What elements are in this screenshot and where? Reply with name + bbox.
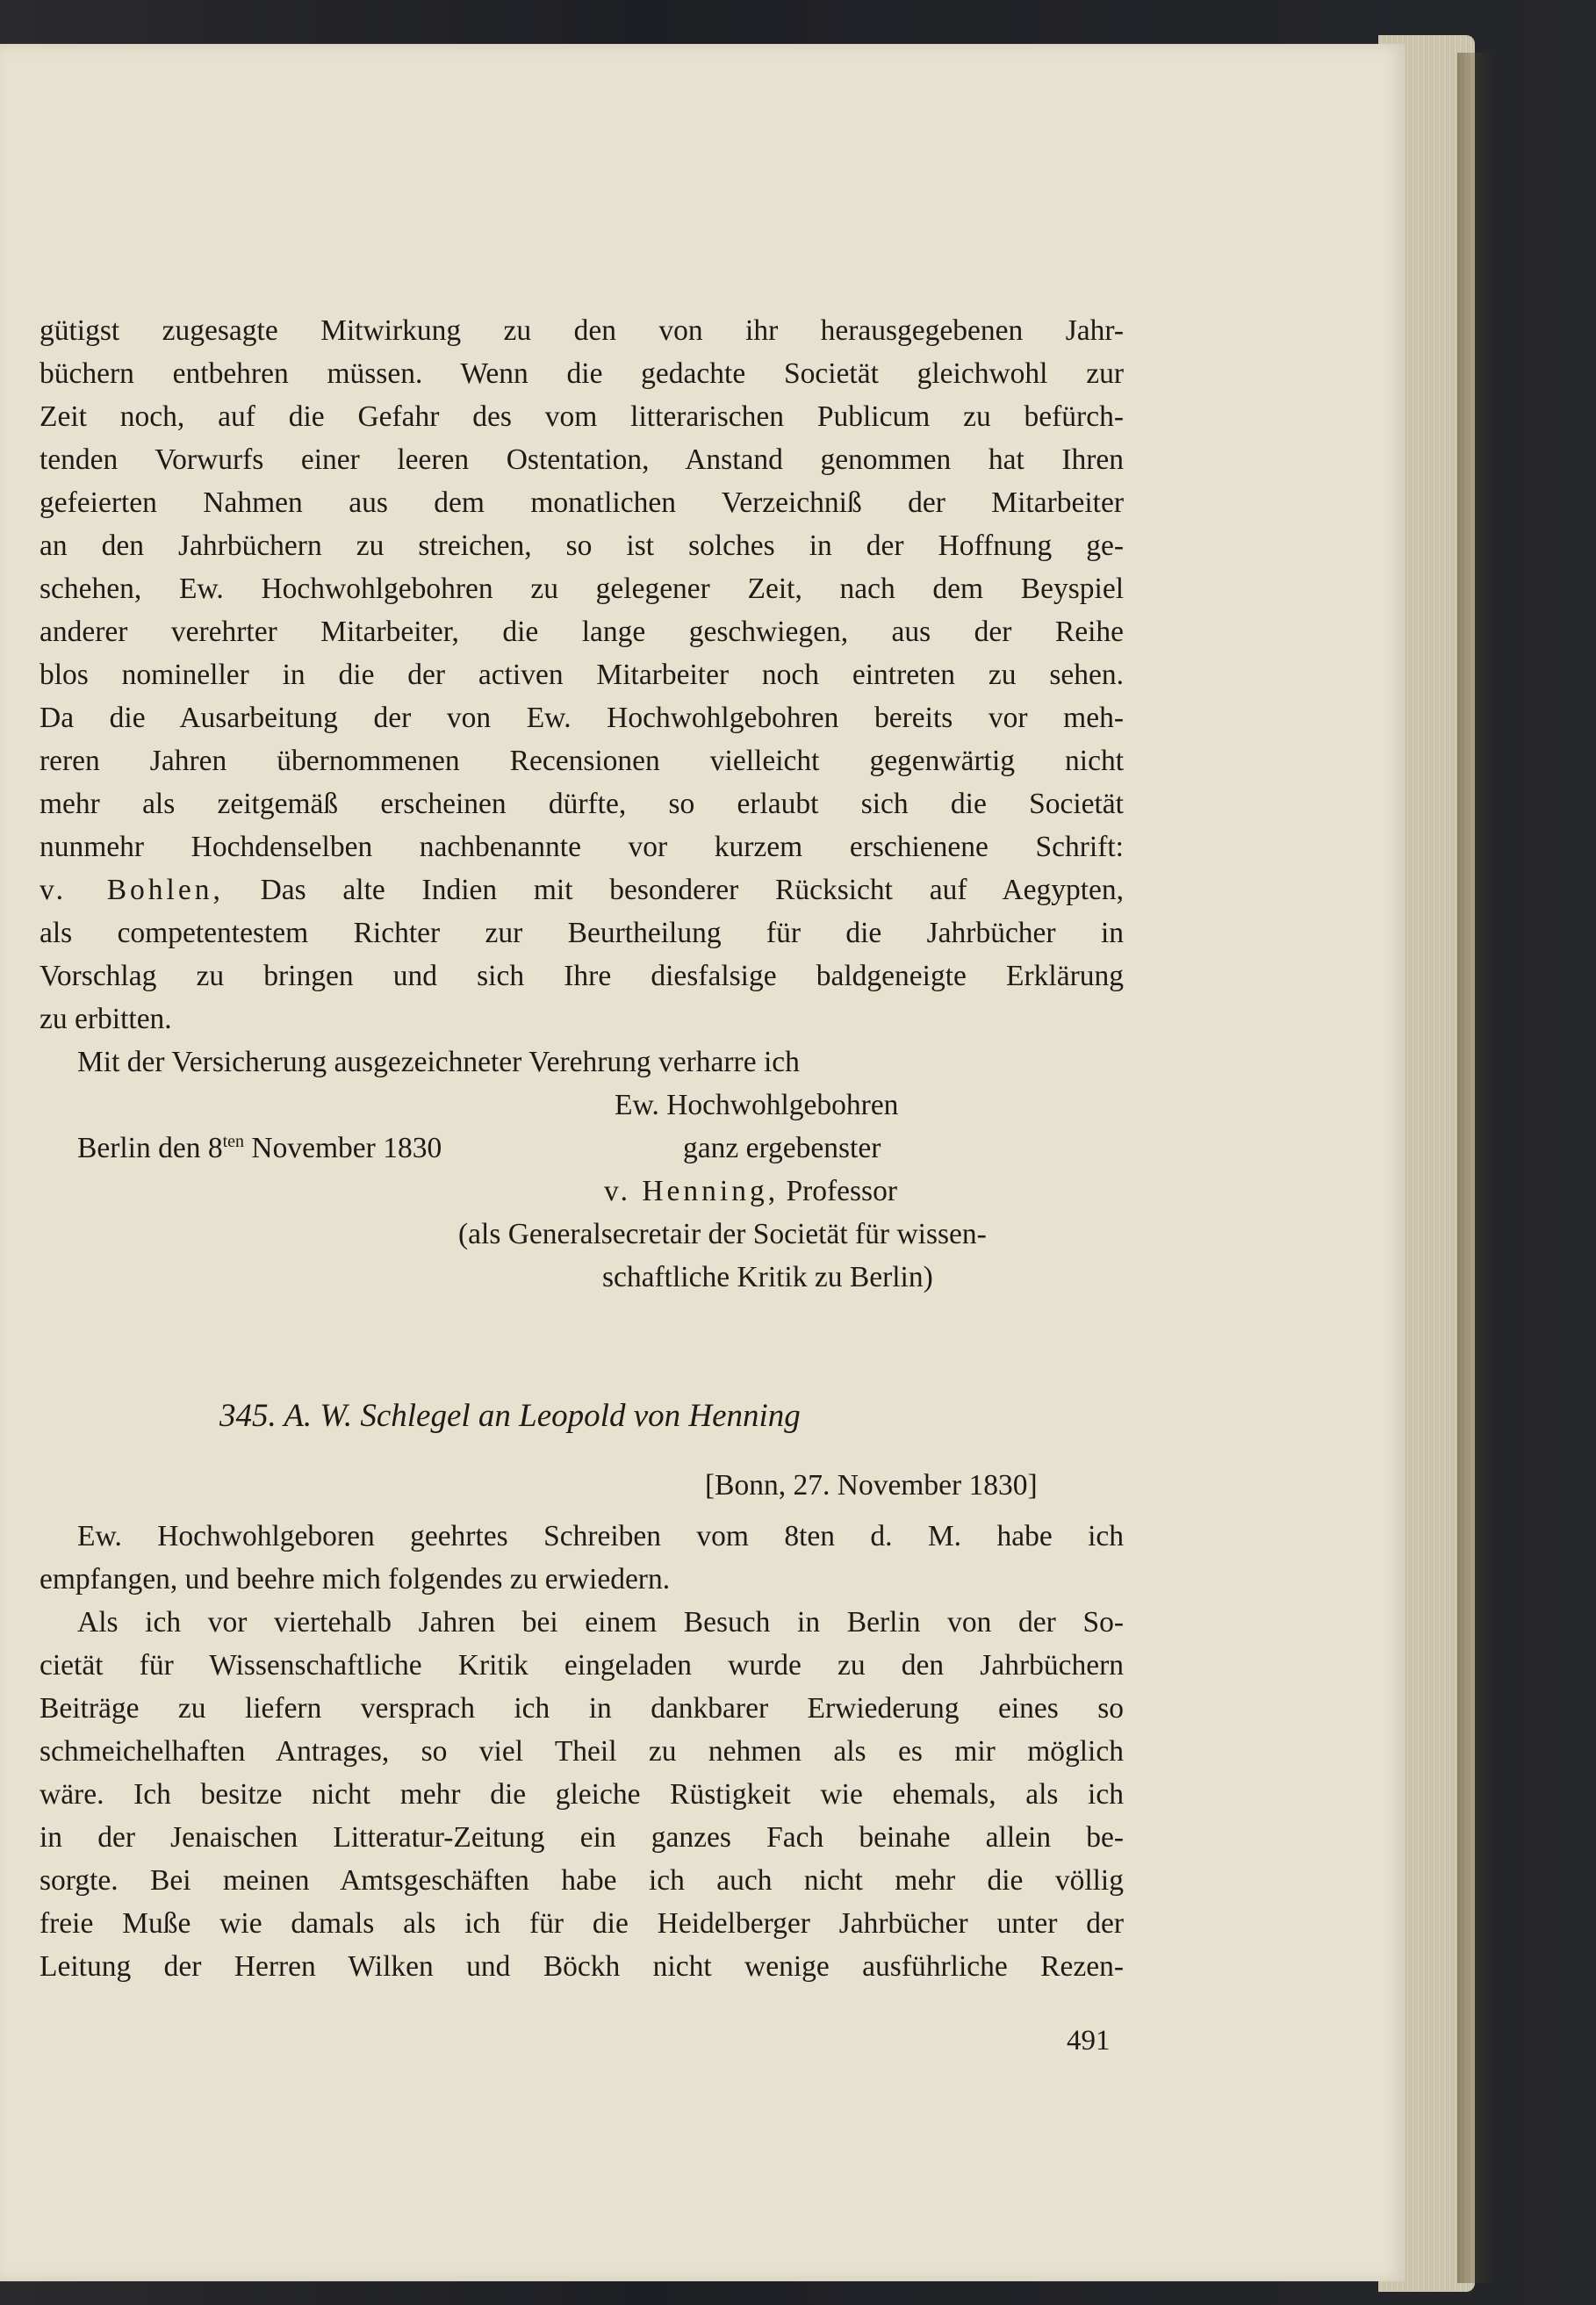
book-page bbox=[0, 44, 1405, 2281]
text-line: anderer verehrter Mitarbeiter, die lange geschwiegen, aus der Reihe bbox=[40, 616, 1124, 648]
signature-name: v. Henning, bbox=[604, 1175, 780, 1207]
text-line: Beiträge zu liefern versprach ich in dankbarer Erwiederung eines so bbox=[40, 1692, 1124, 1725]
text-line: Ew. Hochwohlgeboren geehrtes Schreiben vom 8ten d. M. habe ich bbox=[77, 1520, 1124, 1552]
text-line: als competentestem Richter zur Beurtheilung für die Jahrbücher in bbox=[40, 917, 1124, 949]
text-line: zu erbitten. bbox=[40, 1003, 172, 1035]
salutation: Ew. Hochwohlgebohren bbox=[615, 1089, 899, 1121]
page-number: 491 bbox=[1067, 2025, 1111, 2056]
text-line: nunmehr Hochdenselben nachbenannte vor kurzem erschienene Schrift: bbox=[40, 831, 1124, 863]
text-line: tenden Vorwurfs einer leeren Ostentation, Anstand genommen hat Ihren bbox=[40, 443, 1124, 476]
text-line: blos nomineller in die der activen Mitarbeiter noch eintreten zu sehen. bbox=[40, 659, 1124, 691]
text-line: gefeierten Nahmen aus dem monatlichen Verzeichniß der Mitarbeiter bbox=[40, 486, 1124, 519]
place-date: Berlin den $8^{ten}$ November 1830 bbox=[77, 1132, 442, 1164]
page-text bbox=[0, 44, 1405, 2281]
text-line: schmeichelhaften Antrages, so viel Theil zu nehmen als es mir möglich bbox=[40, 1735, 1124, 1768]
date-superscript: ten bbox=[222, 1132, 245, 1151]
letter-dateline: [Bonn, 27. November 1830] bbox=[705, 1469, 1038, 1502]
book-reference-line bbox=[40, 868, 1124, 911]
text-line: an den Jahrbüchern zu streichen, so ist solches in der Hoffnung ge- bbox=[40, 529, 1124, 562]
page-edge-shadow bbox=[1457, 53, 1492, 2283]
text-line: büchern entbehren müssen. Wenn die gedachte Societät gleichwohl zur bbox=[40, 357, 1124, 390]
letter-heading: 345. A. W. Schlegel an Leopold von Henning bbox=[219, 1398, 801, 1434]
text-line: mehr als zeitgemäß erscheinen dürfte, so erlaubt sich die Societät bbox=[40, 788, 1124, 820]
text-line: Leitung der Herren Wilken und Böckh nicht wenige ausführliche Rezen- bbox=[40, 1950, 1124, 1983]
text-line: sorgte. Bei meinen Amtsgeschäften habe ich auch nicht mehr die völlig bbox=[40, 1864, 1124, 1897]
text-line: Zeit noch, auf die Gefahr des vom litterarischen Publicum zu befürch- bbox=[40, 400, 1124, 433]
text-line: wäre. Ich besitze nicht mehr die gleiche Rüstigkeit wie ehemals, als ich bbox=[40, 1778, 1124, 1811]
text-line: Als ich vor viertehalb Jahren bei einem Besuch in Berlin von der So- bbox=[77, 1606, 1124, 1639]
text-line: cietät für Wissenschaftliche Kritik eingeladen wurde zu den Jahrbüchern bbox=[40, 1649, 1124, 1682]
text-line: reren Jahren übernommenen Recensionen vielleicht gegenwärtig nicht bbox=[40, 745, 1124, 777]
text-line: gütigst zugesagte Mitwirkung zu den von ihr herausgegebenen Jahr- bbox=[40, 314, 1124, 347]
text-line: freie Muße wie damals als ich für die Heidelberger Jahrbücher unter der bbox=[40, 1907, 1124, 1940]
text-line: Da die Ausarbeitung der von Ew. Hochwohlgebohren bereits vor meh- bbox=[40, 702, 1124, 734]
closing-formula: Mit der Versicherung ausgezeichneter Verehrung verharre ich bbox=[77, 1046, 800, 1078]
signature-title: Professor bbox=[779, 1175, 897, 1207]
signature bbox=[604, 1170, 897, 1213]
text-line: Vorschlag zu bringen und sich Ihre diesfalsige baldgeneigte Erklärung bbox=[40, 960, 1124, 992]
text-line: schehen, Ew. Hochwohlgebohren zu gelegener Zeit, nach dem Beyspiel bbox=[40, 573, 1124, 605]
book-title: Das alte Indien mit besonderer Rücksicht auf Aegypten, bbox=[260, 874, 1124, 906]
text-line: in der Jenaischen Litteratur-Zeitung ein ganzes Fach beinahe allein be- bbox=[40, 1821, 1124, 1854]
book-author: v. Bohlen, bbox=[40, 874, 224, 906]
signature-role: schaftliche Kritik zu Berlin) bbox=[602, 1261, 933, 1293]
signature-role: (als Generalsecretair der Societät für wissen- bbox=[458, 1218, 987, 1250]
devotion-formula: ganz ergebenster bbox=[683, 1132, 881, 1164]
text-line: empfangen, und beehre mich folgendes zu erwiedern. bbox=[40, 1563, 671, 1595]
